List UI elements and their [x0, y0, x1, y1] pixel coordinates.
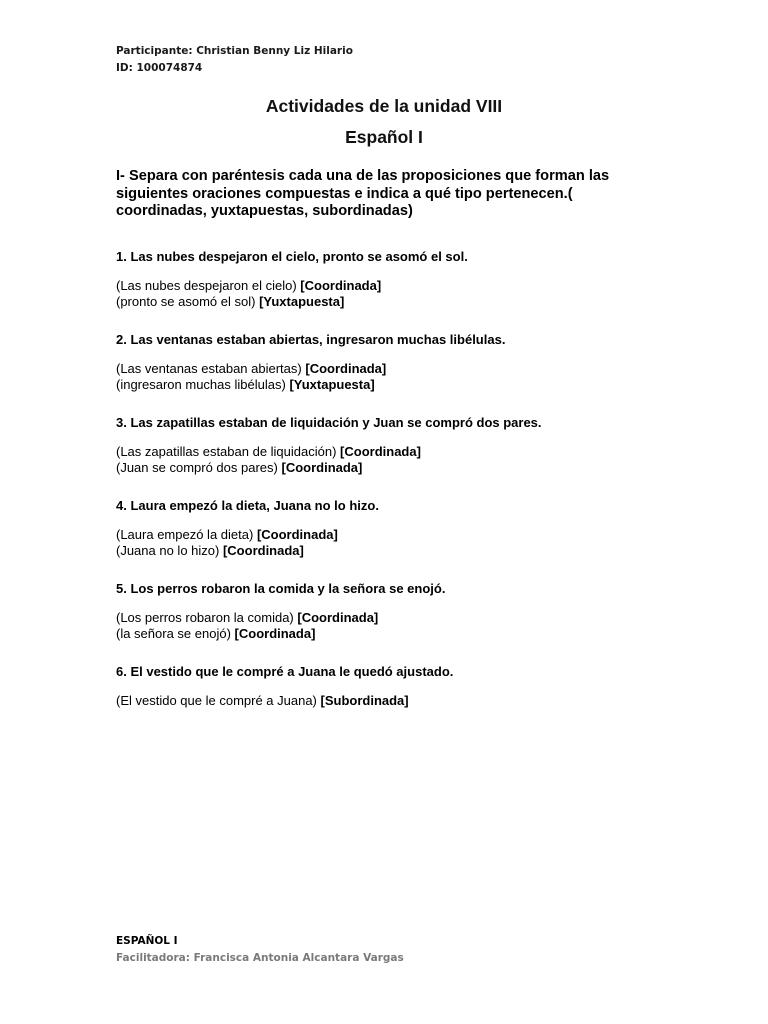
- document-subtitle: Español I: [345, 127, 423, 147]
- exercise-question: 3. Las zapatillas estaban de liquidación y Juan se compró dos pares.: [116, 415, 542, 430]
- exercise-answers: [116, 278, 676, 310]
- answer-type-label: [Coordinada]: [256, 527, 338, 542]
- answer-type-label: [Subordinada]: [320, 693, 409, 708]
- exercise-item: [116, 248, 676, 310]
- answer-clause: (El vestido que le compré a Juana): [116, 693, 317, 708]
- answer-type-label: [Yuxtapuesta]: [259, 294, 345, 309]
- answer-line: [116, 610, 676, 626]
- instructions: I- Separa con paréntesis cada una de las proposiciones que forman las siguientes oraciones compuestas e indica a qué tipo pertenecen.( coordinadas, yuxtapuestas, subordinadas): [116, 168, 610, 219]
- exercise-answers: [116, 444, 676, 476]
- exercise-item: [116, 414, 676, 476]
- answer-line: [116, 626, 676, 642]
- exercise-item: [116, 663, 676, 709]
- exercise-answers: [116, 361, 676, 393]
- answer-line: [116, 444, 676, 460]
- answer-line: [116, 693, 676, 709]
- exercise-item: [116, 331, 676, 393]
- answer-clause: (ingresaron muchas libélulas): [116, 377, 286, 392]
- answer-type-label: [Coordinada]: [297, 610, 379, 625]
- answer-clause: (Las ventanas estaban abiertas): [116, 361, 302, 376]
- exercise-question: 5. Los perros robaron la comida y la señora se enojó.: [116, 581, 446, 596]
- footer-block: [116, 933, 404, 967]
- answer-clause: (Las zapatillas estaban de liquidación): [116, 444, 337, 459]
- answer-clause: (Las nubes despejaron el cielo): [116, 278, 297, 293]
- answer-type-label: [Coordinada]: [305, 361, 387, 376]
- answer-type-label: [Yuxtapuesta]: [289, 377, 375, 392]
- footer-facilitator: Facilitadora: Francisca Antonia Alcantara Vargas: [116, 952, 404, 964]
- answer-line: [116, 527, 676, 543]
- exercise-question: 2. Las ventanas estaban abiertas, ingresaron muchas libélulas.: [116, 332, 506, 347]
- participant-name: Participante: Christian Benny Liz Hilario: [116, 45, 353, 57]
- answer-type-label: [Coordinada]: [340, 444, 421, 459]
- answer-line: [116, 294, 676, 310]
- exercise-list: [116, 248, 676, 709]
- answer-line: [116, 361, 676, 377]
- exercise-question: 6. El vestido que le compré a Juana le quedó ajustado.: [116, 664, 454, 679]
- answer-type-label: [Coordinada]: [234, 626, 316, 641]
- exercise-item: [116, 497, 676, 559]
- answer-clause: (la señora se enojó): [116, 626, 231, 641]
- document-title: Actividades de la unidad VIII: [265, 96, 503, 116]
- footer-course: ESPAÑOL I: [116, 935, 178, 947]
- participant-id: ID: 100074874: [116, 62, 203, 74]
- answer-line: [116, 460, 676, 476]
- exercise-answers: [116, 693, 676, 709]
- answer-line: [116, 377, 676, 393]
- answer-clause: (Juan se compró dos pares): [116, 460, 278, 475]
- exercise-item: [116, 580, 676, 642]
- answer-clause: (Los perros robaron la comida): [116, 610, 294, 625]
- answer-type-label: [Coordinada]: [222, 543, 304, 558]
- exercise-answers: [116, 610, 676, 642]
- exercise-question: 1. Las nubes despejaron el cielo, pronto se asomó el sol.: [116, 249, 468, 264]
- header-block: [116, 43, 353, 77]
- answer-type-label: [Coordinada]: [281, 460, 363, 475]
- answer-line: [116, 278, 676, 294]
- answer-line: [116, 543, 676, 559]
- exercise-answers: [116, 527, 676, 559]
- exercise-question: 4. Laura empezó la dieta, Juana no lo hizo.: [116, 498, 379, 513]
- answer-clause: (pronto se asomó el sol): [116, 294, 256, 309]
- answer-clause: (Juana no lo hizo): [116, 543, 220, 558]
- answer-type-label: [Coordinada]: [300, 278, 382, 293]
- answer-clause: (Laura empezó la dieta): [116, 527, 254, 542]
